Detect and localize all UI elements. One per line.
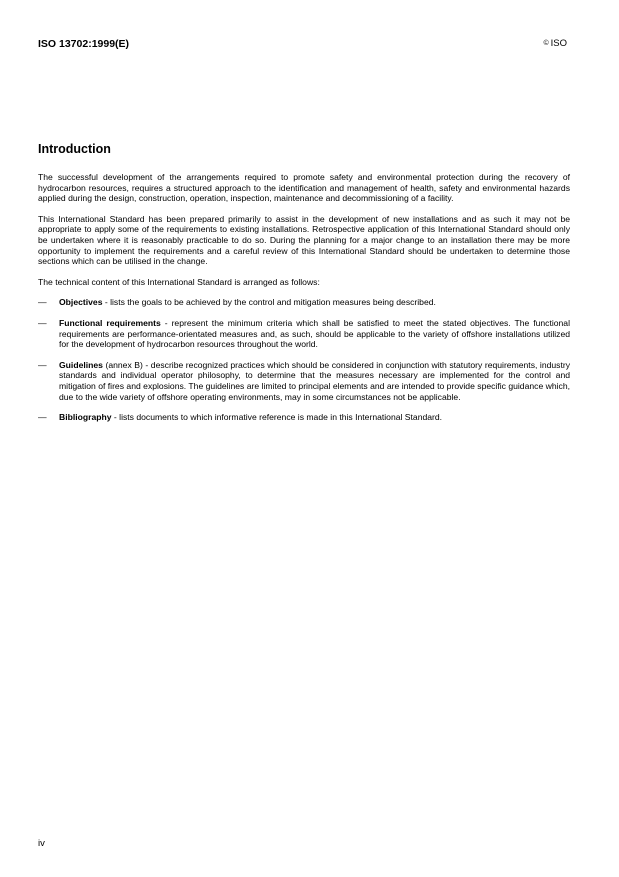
list-term: Functional requirements: [59, 317, 161, 328]
dash-bullet: —: [38, 359, 47, 370]
list-item-objectives: [38, 297, 570, 308]
list-term: Bibliography: [59, 412, 112, 423]
list-term: Objectives: [59, 297, 103, 308]
page-number: iv: [38, 838, 45, 849]
copyright-symbol: ©: [543, 40, 549, 47]
intro-paragraph-2: This International Standard has been prepared primarily to assist in the development of new installations and as such it may not be appropriate to apply some of the requirements to existing installations. Retrospective application of this International Standard should only be undertaken where it is reasonably practicable to do so. During the planning for a major change to an installation there may be more opportunity to implement the requirements and a careful review of this International Standard should be undertaken to determine those sections which can be utilised in the change.: [38, 213, 570, 267]
dash-bullet: —: [38, 317, 47, 328]
list-text: - lists the goals to be achieved by the control and mitigation measures being described.: [102, 297, 436, 308]
list-text: (annex B) - describe recognized practices which should be considered in conjunction with statutory requirements, industry standards and individual operator philosophy, to determine that the measures necessary are implemented for the control and mitigation of fires and explosions. The guidelines are limited to principal elements and are intended to provide specific guidance which, due to the wide variety of offshore operating environments, may in some circumstances not be applicable.: [59, 359, 570, 402]
copyright-owner: ISO: [550, 38, 567, 49]
list-text: - represent the minimum criteria which shall be satisfied to meet the stated objectives. The functional requirements are performance-orientated measures and, as such, should be applicable to the variety of offshore installations utilized for the development of hydrocarbon resources throughout the world.: [59, 317, 570, 350]
list-item-functional-requirements: [38, 318, 570, 350]
content-list: [38, 297, 570, 422]
dash-bullet: —: [38, 297, 47, 308]
dash-bullet: —: [38, 412, 47, 423]
list-item-bibliography: [38, 412, 570, 423]
intro-paragraph-3: The technical content of this International Standard is arranged as follows:: [38, 276, 320, 287]
document-id: ISO 13702:1999(E): [38, 38, 130, 50]
main-content: [38, 142, 570, 433]
section-title: Introduction: [38, 142, 111, 156]
intro-paragraph-1: The successful development of the arrangements required to promote safety and environmental protection during the recovery of hydrocarbon resources, requires a structured approach to the identification and management of health, safety and environmental hazards applied during the design, construction, operation, inspection, maintenance and decommissioning of a facility.: [38, 172, 570, 204]
list-term: Guidelines: [59, 359, 103, 370]
list-item-guidelines: [38, 360, 570, 402]
copyright-notice: [543, 38, 567, 49]
list-text: - lists documents to which informative reference is made in this International Standard.: [111, 412, 443, 423]
